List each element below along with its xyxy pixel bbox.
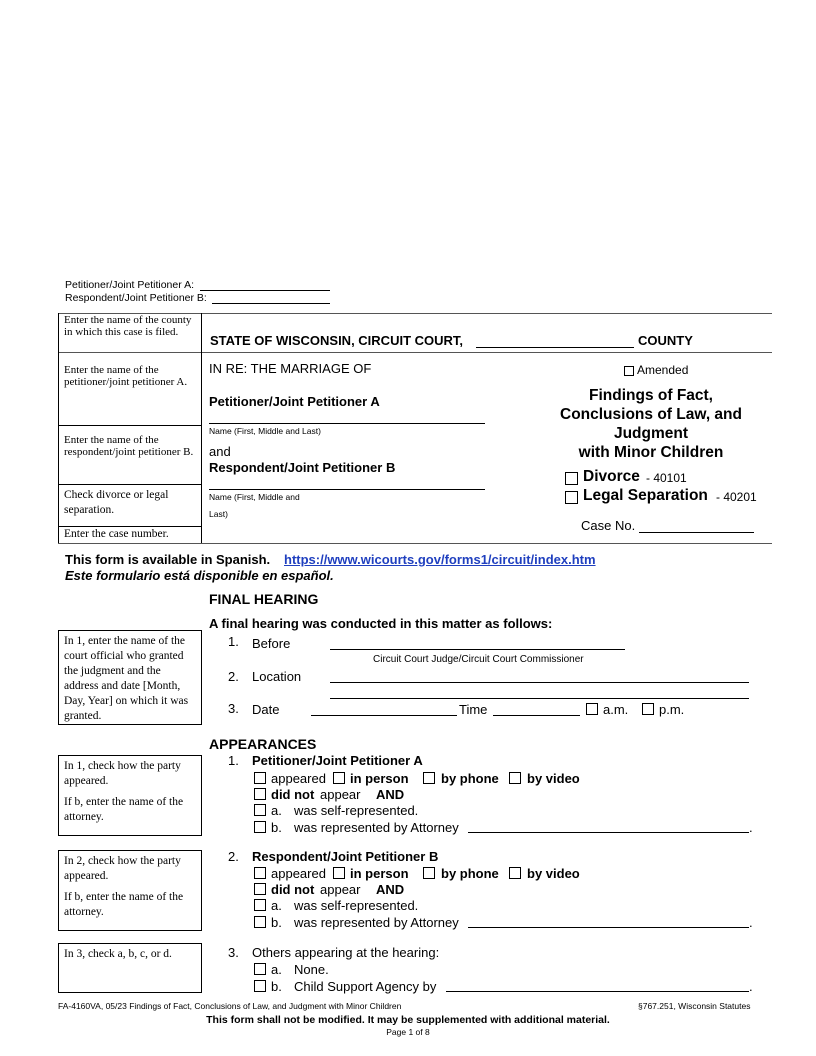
am-label: a.m.	[603, 702, 629, 717]
p2-and-label: AND	[376, 882, 405, 897]
caption-mid-rule	[58, 352, 772, 353]
p2-period: .	[749, 915, 753, 930]
footer-form-id: FA-4160VA, 05/23 Findings of Fact, Conclusions of Law, and Judgment with Minor Children	[58, 1001, 402, 1011]
p1-attorney-checkbox[interactable]	[254, 821, 266, 833]
respondent-header-label: Respondent/Joint Petitioner B:	[65, 292, 207, 304]
p1-appeared-checkbox[interactable]	[254, 772, 266, 784]
p1-self-rep-label: was self-represented.	[294, 803, 419, 818]
appearances-instruction-2	[58, 850, 202, 931]
none-checkbox[interactable]	[254, 963, 266, 975]
p1-by-video-checkbox[interactable]	[509, 772, 521, 784]
pm-checkbox[interactable]	[642, 703, 654, 715]
instr1-b: If b, enter the name of the attorney.	[64, 796, 184, 823]
p1-in-person-label: in person	[350, 771, 409, 786]
final-hearing-heading: FINAL HEARING	[209, 591, 319, 607]
party-1-label: Petitioner/Joint Petitioner A	[252, 753, 423, 768]
name-hint-a: Name (First, Middle and Last)	[209, 426, 321, 436]
appearances-instruction-3: In 3, check a, b, c, or d.	[58, 943, 202, 993]
amended-label: Amended	[637, 363, 689, 377]
petitioner-name-field[interactable]	[209, 423, 485, 424]
appearances-instruction-1	[58, 755, 202, 836]
caption-sep-2	[58, 484, 201, 485]
p2-in-person-label: in person	[350, 866, 409, 881]
p1-period: .	[749, 820, 753, 835]
p3-b-label: b.	[271, 979, 282, 994]
p1-did-not-appear-checkbox[interactable]	[254, 788, 266, 800]
p2-self-rep-checkbox[interactable]	[254, 899, 266, 911]
p1-by-phone-label: by phone	[441, 771, 499, 786]
fh-num-1: 1.	[228, 634, 239, 649]
title-line-1: Findings of Fact,	[589, 387, 713, 404]
county-instruction: Enter the name of the county in which this case is filed.	[64, 314, 192, 338]
legal-separation-label: Legal Separation	[583, 487, 708, 504]
p1-attorney-label: was represented by Attorney	[294, 820, 459, 835]
p2-by-phone-checkbox[interactable]	[423, 867, 435, 879]
p1-b-label: b.	[271, 820, 282, 835]
title-line-2: Conclusions of Law, and	[560, 406, 742, 423]
p1-appeared-label: appeared	[271, 771, 326, 786]
caption-bottom-rule	[58, 543, 772, 544]
p1-by-video-label: by video	[527, 771, 580, 786]
legal-separation-code: - 40201	[716, 490, 757, 504]
p1-self-rep-checkbox[interactable]	[254, 804, 266, 816]
p2-did-not-label: did not	[271, 882, 315, 897]
final-hearing-instruction: In 1, enter the name of the court official who granted the judgment and the address and date [Month, Day, Year] on which it was granted.	[58, 630, 202, 725]
footer-page-number: Page 1 of 8	[386, 1027, 430, 1037]
petitioner-instruction: Enter the name of the petitioner/joint petitioner A.	[64, 364, 188, 388]
fh-num-2: 2.	[228, 669, 239, 684]
p2-did-not-appear-checkbox[interactable]	[254, 883, 266, 895]
date-field[interactable]	[311, 715, 457, 716]
p2-attorney-checkbox[interactable]	[254, 916, 266, 928]
p1-appear-label: appear	[320, 787, 361, 802]
p2-appeared-checkbox[interactable]	[254, 867, 266, 879]
state-court-label: STATE OF WISCONSIN, CIRCUIT COURT,	[210, 333, 464, 348]
p2-appeared-label: appeared	[271, 866, 326, 881]
respondent-instruction: Enter the name of the respondent/joint petitioner B.	[64, 434, 194, 458]
am-checkbox[interactable]	[586, 703, 598, 715]
form-title	[551, 386, 751, 462]
location-label: Location	[252, 669, 302, 684]
app-num-3: 3.	[228, 945, 239, 960]
divorce-instruction: Check divorce or legal separation.	[64, 489, 169, 516]
in-re-label: IN RE: THE MARRIAGE OF	[209, 361, 372, 376]
legal-separation-checkbox[interactable]	[565, 491, 578, 504]
p1-attorney-field[interactable]	[468, 832, 749, 833]
instr1-a: In 1, check how the party appeared.	[64, 760, 181, 787]
app-num-1: 1.	[228, 753, 239, 768]
title-line-4: with Minor Children	[578, 444, 724, 461]
petitioner-header-field[interactable]	[200, 290, 330, 291]
respondent-name-field[interactable]	[209, 489, 485, 490]
p2-a-label: a.	[271, 898, 282, 913]
csa-field[interactable]	[446, 991, 749, 992]
title-line-3: Judgment	[613, 425, 689, 442]
before-label: Before	[252, 636, 291, 651]
p2-appear-label: appear	[320, 882, 361, 897]
caption-sep-1	[58, 425, 201, 426]
csa-period: .	[749, 979, 753, 994]
name-hint-b-2: Last)	[209, 509, 228, 519]
pm-label: p.m.	[659, 702, 685, 717]
footer-statute: §767.251, Wisconsin Statutes	[638, 1001, 751, 1011]
instr2-a: In 2, check how the party appeared.	[64, 855, 181, 882]
name-hint-b-1: Name (First, Middle and	[209, 492, 300, 502]
caption-sep-3	[58, 526, 201, 527]
appearances-heading: APPEARANCES	[209, 736, 317, 752]
p2-in-person-checkbox[interactable]	[333, 867, 345, 879]
p2-attorney-label: was represented by Attorney	[294, 915, 459, 930]
respondent-header-field[interactable]	[212, 303, 330, 304]
and-label: and	[209, 444, 231, 459]
p1-a-label: a.	[271, 803, 282, 818]
amended-checkbox[interactable]	[624, 366, 634, 376]
p3-a-label: a.	[271, 962, 282, 977]
location-field-2[interactable]	[330, 698, 749, 699]
p1-by-phone-checkbox[interactable]	[423, 772, 435, 784]
none-label: None.	[294, 962, 329, 977]
final-hearing-intro: A final hearing was conducted in this matter as follows:	[209, 616, 553, 631]
footer-notice: This form shall not be modified. It may be supplemented with additional material.	[206, 1014, 610, 1026]
divorce-code: - 40101	[646, 471, 687, 485]
p2-self-rep-label: was self-represented.	[294, 898, 419, 913]
petitioner-header-label: Petitioner/Joint Petitioner A:	[65, 279, 194, 291]
official-field[interactable]	[330, 649, 625, 650]
caption-inner-rule	[201, 313, 202, 543]
divorce-checkbox[interactable]	[565, 472, 578, 485]
spanish-notice: This form is available in Spanish.	[65, 552, 271, 567]
app-num-2: 2.	[228, 849, 239, 864]
p2-b-label: b.	[271, 915, 282, 930]
caption-left-rule	[58, 313, 59, 543]
case-number-instruction: Enter the case number.	[64, 528, 169, 540]
county-field[interactable]	[476, 347, 634, 348]
petitioner-a-label: Petitioner/Joint Petitioner A	[209, 394, 380, 409]
p1-did-not-label: did not	[271, 787, 315, 802]
csa-checkbox[interactable]	[254, 980, 266, 992]
p1-and-label: AND	[376, 787, 405, 802]
p2-by-video-label: by video	[527, 866, 580, 881]
p2-attorney-field[interactable]	[468, 927, 749, 928]
forms-link[interactable]: https://www.wicourts.gov/forms1/circuit/index.htm	[284, 552, 596, 567]
spanish-notice-es: Este formulario está disponible en español.	[65, 568, 334, 583]
p2-by-phone-label: by phone	[441, 866, 499, 881]
instr2-b: If b, enter the name of the attorney.	[64, 891, 184, 918]
p2-by-video-checkbox[interactable]	[509, 867, 521, 879]
case-no-label: Case No.	[581, 518, 636, 533]
respondent-b-label: Respondent/Joint Petitioner B	[209, 460, 396, 475]
time-field[interactable]	[493, 715, 580, 716]
official-hint: Circuit Court Judge/Circuit Court Commissioner	[373, 654, 584, 665]
case-no-field[interactable]	[639, 532, 754, 533]
location-field-1[interactable]	[330, 682, 749, 683]
others-label: Others appearing at the hearing:	[252, 945, 440, 960]
county-label: COUNTY	[638, 333, 693, 348]
date-label: Date	[252, 702, 280, 717]
divorce-label: Divorce	[583, 468, 640, 485]
csa-label: Child Support Agency by	[294, 979, 437, 994]
party-2-label: Respondent/Joint Petitioner B	[252, 849, 439, 864]
fh-num-3: 3.	[228, 701, 239, 716]
time-label: Time	[459, 702, 488, 717]
p1-in-person-checkbox[interactable]	[333, 772, 345, 784]
